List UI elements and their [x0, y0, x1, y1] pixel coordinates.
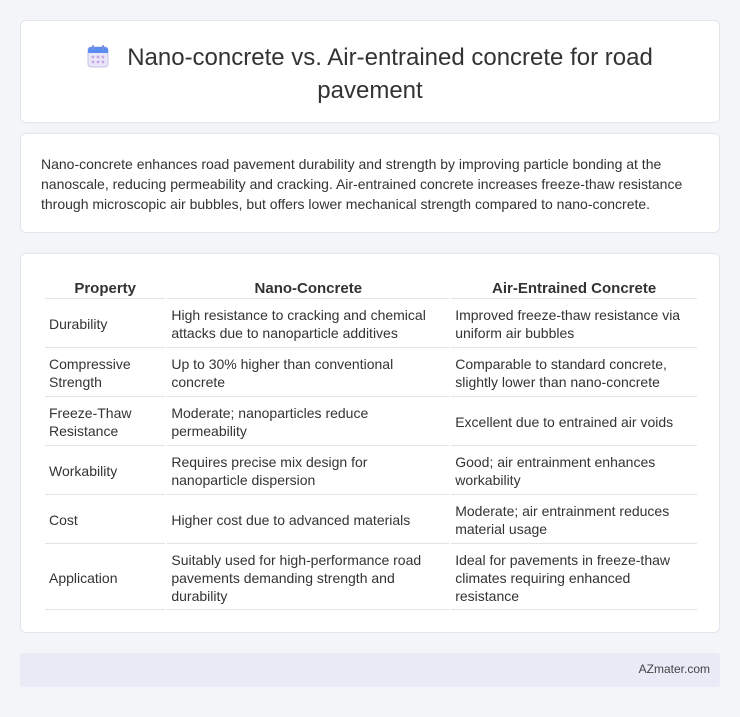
table-row	[45, 497, 697, 544]
header-nano-concrete: Nano-Concrete	[167, 278, 449, 299]
intro-text: Nano-concrete enhances road pavement durability and strength by improving particle bonding at the nanoscale, reducing permeability and cracking. Air-entrained concrete increases freeze-thaw resistance through microscopic air bubbles, but offers lower mechanical strength compared to nano-concrete.	[41, 156, 683, 212]
nano-cell: High resistance to cracking and chemical attacks due to nanoparticle additives	[167, 301, 449, 348]
air-cell: Ideal for pavements in freeze-thaw climates requiring enhanced resistance	[451, 546, 697, 610]
footer-brand-link[interactable]: AZmater.com	[638, 662, 710, 676]
property-cell: Application	[45, 546, 165, 610]
nano-cell: Suitably used for high-performance road pavements demanding strength and durability	[167, 546, 449, 610]
air-cell: Excellent due to entrained air voids	[451, 399, 697, 446]
nano-cell: Requires precise mix design for nanoparticle dispersion	[167, 448, 449, 495]
air-cell: Moderate; air entrainment reduces material usage	[451, 497, 697, 544]
property-cell: Cost	[45, 497, 165, 544]
header-property: Property	[45, 278, 165, 299]
table-row	[45, 399, 697, 446]
table-row	[45, 301, 697, 348]
comparison-table-card	[20, 253, 720, 633]
page-title-wrap	[21, 43, 719, 106]
air-cell: Good; air entrainment enhances workability	[451, 448, 697, 495]
property-cell: Freeze-Thaw Resistance	[45, 399, 165, 446]
footer-bar	[20, 653, 720, 687]
table-header-row	[45, 278, 697, 299]
comparison-table	[43, 276, 699, 612]
title-card	[20, 20, 720, 123]
air-cell: Comparable to standard concrete, slightly lower than nano-concrete	[451, 350, 697, 397]
intro-card	[20, 133, 720, 233]
nano-cell: Up to 30% higher than conventional concrete	[167, 350, 449, 397]
property-cell: Durability	[45, 301, 165, 348]
nano-cell: Higher cost due to advanced materials	[167, 497, 449, 544]
page-title: Nano-concrete vs. Air-entrained concrete for road pavement	[127, 44, 653, 104]
table-row	[45, 546, 697, 610]
calendar-icon	[87, 44, 109, 76]
nano-cell: Moderate; nanoparticles reduce permeability	[167, 399, 449, 446]
property-cell: Compressive Strength	[45, 350, 165, 397]
table-row	[45, 448, 697, 495]
property-cell: Workability	[45, 448, 165, 495]
table-row	[45, 350, 697, 397]
header-air-entrained: Air-Entrained Concrete	[451, 278, 697, 299]
air-cell: Improved freeze-thaw resistance via uniform air bubbles	[451, 301, 697, 348]
